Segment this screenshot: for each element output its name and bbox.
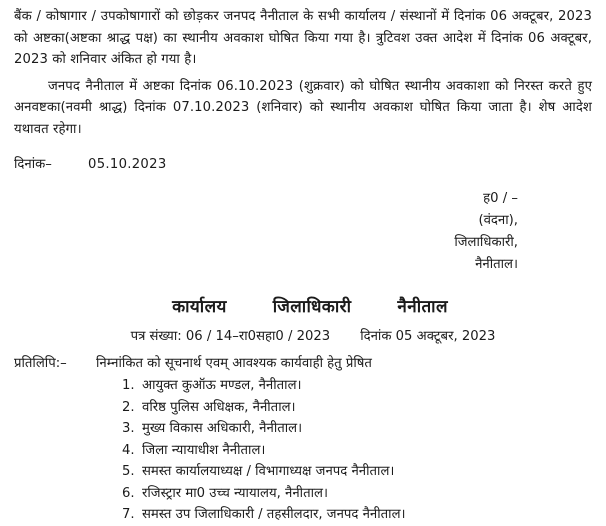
list-item-number: 4. [122,442,135,458]
office-title-word-2: जिलाधिकारी [272,297,352,317]
issue-date-label: दिनांक– [14,157,52,172]
letter-number-label: पत्र संख्या: [130,329,182,344]
list-item [14,461,592,483]
issue-date-value: 05.10.2023 [88,157,167,172]
list-item [14,440,592,462]
list-item [14,418,592,440]
list-item-label: रजिस्ट्रार मा0 उच्च न्यायालय, नैनीताल। [142,485,328,501]
copy-to-label: प्रतिलिपि:– [14,356,67,371]
list-item-number: 3. [122,421,135,436]
list-item-number: 5. [122,464,135,479]
list-item-label: आयुक्त कुऑऊ मण्डल, नैनीताल। [142,378,302,393]
signature-line-1: ह0 / – [483,191,518,206]
issue-date-row [14,154,592,172]
reference-row [14,326,592,344]
order-paragraph-2: जनपद नैनीताल में अष्टका दिनांक 06.10.2023 (शुक्रवार) को घोषित स्थानीय अवकाशा को निरस्त करते हुए अनवष्टका(नवमी श्राद्ध) दिनांक 07.10.2023 (शनिवार) को स्थानीय अवकाश घोषित किया जाता है। शेष आदेश यथावत रहेगा। [14,78,592,137]
letter-number [131,326,331,344]
list-item-label: जिला न्यायाधीश नैनीताल। [142,442,266,458]
signature-district: नैनीताल। [475,257,518,272]
reference-date-value: 05 अक्टूबर, 2023 [395,329,496,344]
list-item [14,397,592,419]
recipients-list [14,375,592,526]
letter-number-value: 06 / 14–रा0सहा0 / 2023 [185,329,331,344]
office-title [14,294,592,317]
signature-name: (वंदना), [478,213,518,228]
list-item-label: समस्त कार्यालयाध्यक्ष / विभागाध्यक्ष जनपद नैनीताल। [142,464,395,479]
signature-block [14,188,592,276]
order-paragraph-1: बैंक / कोषागार / उपकोषागारों को छोड़कर जनपद नैनीताल के सभी कार्यालय / संस्थानों में दिनांक 06 अक्टूबर, 2023 को अष्टका(अष्टका श्राद्ध पक्ष) का स्थानीय अवकाश घोषित किया गया है। त्रुटिवश उक्त आदेश में दिनांक 06 अक्टूबर, 2023 को शनिवार अंकित हो गया है। [14,9,592,67]
list-item-number: 1. [122,378,135,393]
list-item-label: समस्त उप जिलाधिकारी / तहसीलदार, जनपद नैनीताल। [142,507,406,522]
list-item [14,483,592,505]
list-item-label: वरिष्ठ पुलिस अधिक्षक, नैनीताल। [142,399,296,415]
list-item [14,375,592,397]
signature-designation: जिलाधिकारी, [454,235,518,250]
list-item-number: 7. [122,507,135,522]
copy-to-text: निम्नांकित को सूचनार्थ एवम् आवश्यक कार्यवाही हेतु प्रेषित [96,356,372,371]
office-title-word-1: कार्यालय [172,297,227,317]
office-title-word-3: नैनीताल [397,297,448,317]
list-item-number: 2. [122,399,135,415]
list-item-number: 6. [122,485,135,501]
copy-to-row [14,353,592,371]
list-item [14,504,592,526]
list-item-label: मुख्य विकास अधिकारी, नैनीताल। [142,421,303,436]
reference-date [360,326,495,344]
reference-date-label: दिनांक [360,329,392,344]
